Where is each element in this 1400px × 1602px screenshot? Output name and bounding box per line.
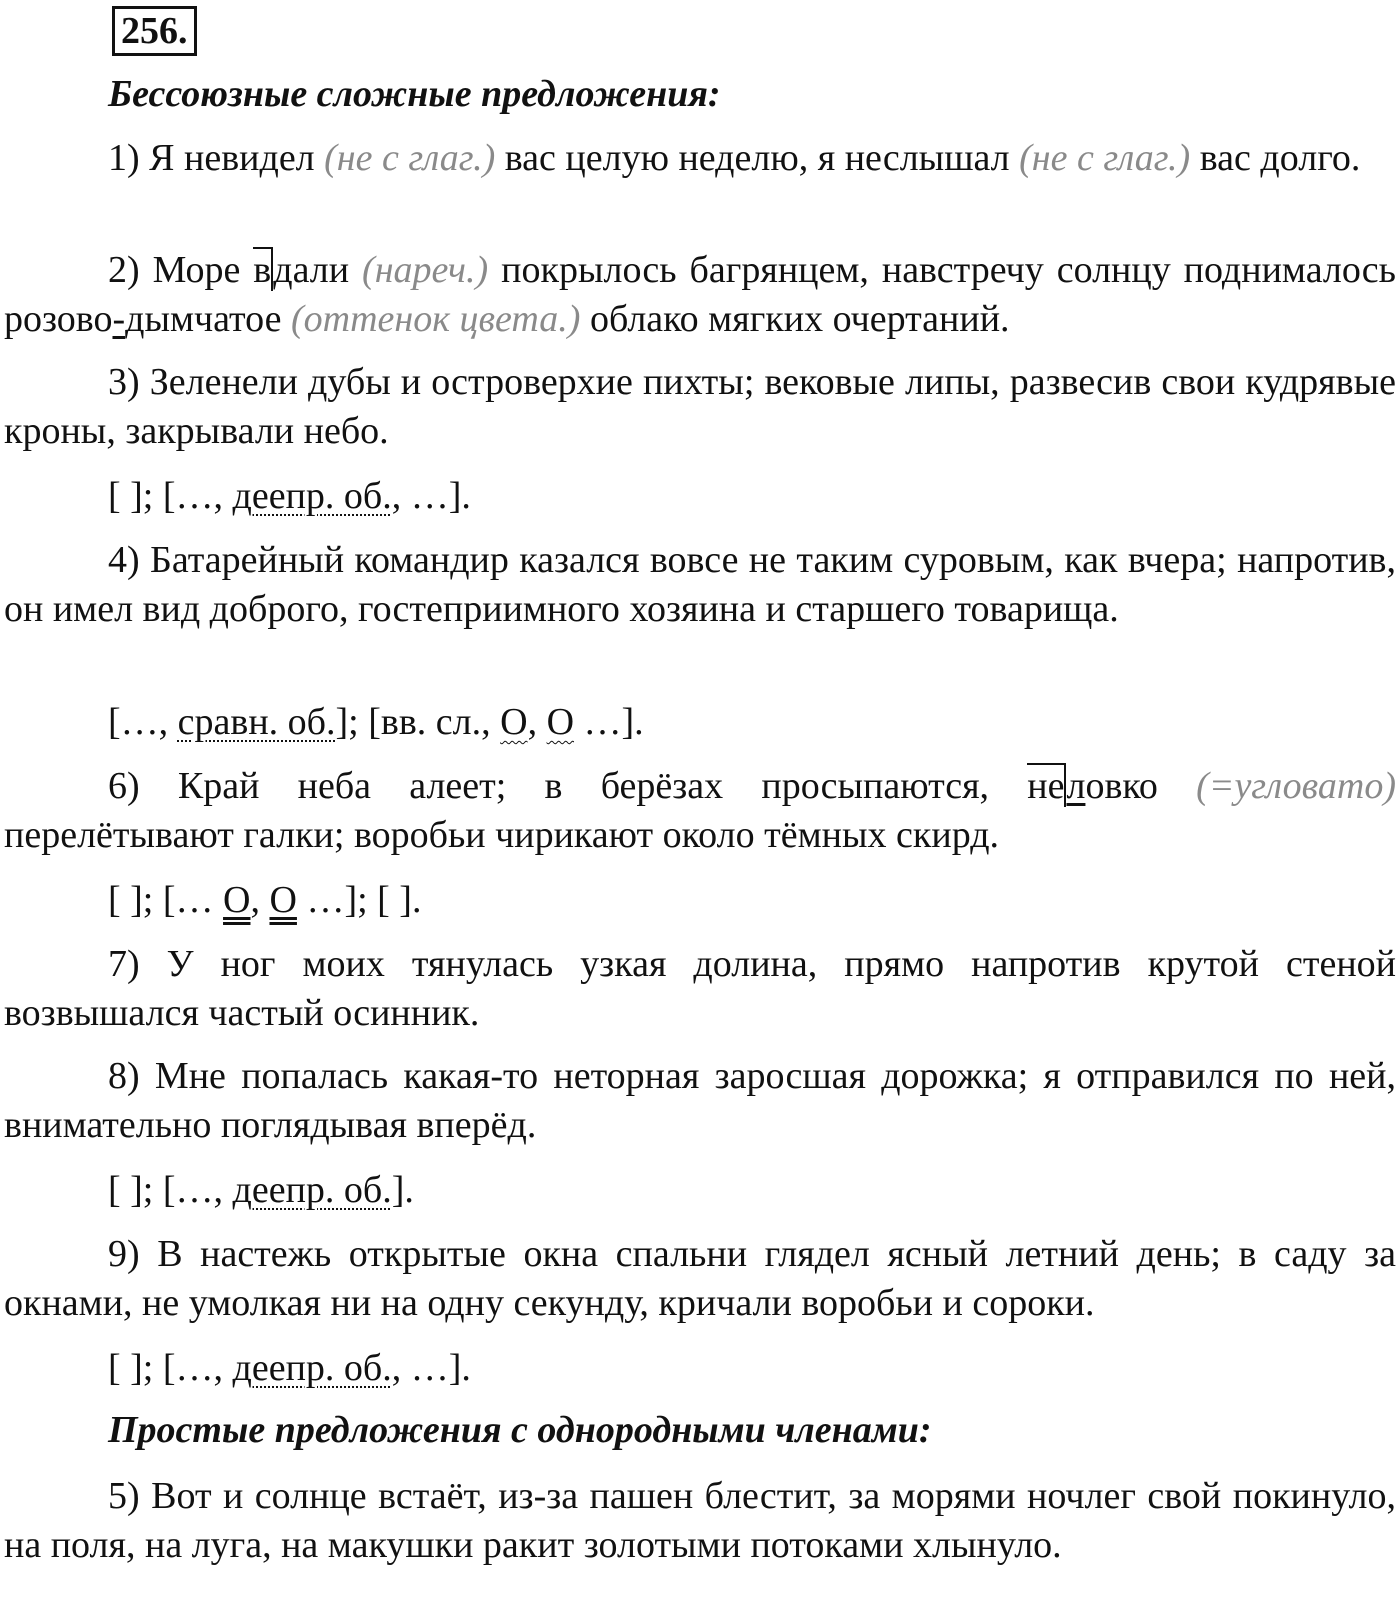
sentence-2: 2) Море вдали (нареч.) покрылось багрянцем, навстречу солнцу поднималось розово-дымчатое (оттенок цвета.) облако мягких очертаний. — [4, 249, 1397, 340]
annotation: (не с глаг.) — [324, 137, 496, 179]
scheme-6: [ ]; [… О, О …]; [ ]. — [108, 879, 422, 921]
sentence-5: 5) Вот и солнце встаёт, из-за пашен блестит, за морями ночлег свой покинуло, на поля, на луга, на макушки ракит золотыми потоками хлынуло. — [4, 1475, 1396, 1566]
participle-phrase-mark: деепр. об. — [232, 1169, 392, 1211]
homogeneous-member: О — [500, 701, 528, 743]
annotation: (нареч.) — [362, 249, 489, 291]
scheme-4: […, сравн. об.]; [вв. сл., О, О …]. — [108, 701, 644, 743]
scheme-3: [ ]; […, деепр. об., …]. — [108, 475, 471, 517]
heading-homogeneous: Простые предложения с однородными членами: — [108, 1409, 932, 1451]
scheme-8: [ ]; […, деепр. об.]. — [108, 1169, 414, 1211]
root-mark: л — [1066, 765, 1086, 807]
comparison-phrase-mark: сравн. об. — [177, 701, 336, 743]
homogeneous-member: О — [223, 879, 251, 921]
participle-phrase-mark: деепр. об. — [232, 475, 392, 517]
hyphen-mark: - — [112, 298, 126, 340]
annotation: (не с глаг.) — [1019, 137, 1191, 179]
sentence-8: 8) Мне попалась какая-то неторная заросшая дорожка; я отправился по ней, внимательно поглядывая вперёд. — [4, 1055, 1396, 1146]
sentence-1: 1) Я невидел (не с глаг.) вас целую неделю, я неслышал (не с глаг.) вас долго. — [108, 137, 1361, 179]
sentence-4: 4) Батарейный командир казался вовсе не таким суровым, как вчера; напротив, он имел вид доброго, гостеприимного хозяина и старшего товарища. — [4, 539, 1396, 630]
annotation: (оттенок цвета.) — [290, 298, 581, 340]
sentence-7: 7) У ног моих тянулась узкая долина, прямо напротив крутой стеной возвышался частый осинник. — [4, 943, 1396, 1034]
homogeneous-member: О — [546, 701, 575, 743]
homogeneous-member: О — [269, 879, 297, 921]
heading-asyndetic: Бессоюзные сложные предложения: — [108, 73, 721, 115]
root-mark: д — [273, 249, 293, 291]
prefix-mark: не — [1027, 765, 1065, 807]
annotation: (=угловато) — [1196, 765, 1396, 807]
sentence-3: 3) Зеленели дубы и островерхие пихты; вековые липы, развесив свои кудрявые кроны, закрывали небо. — [4, 361, 1396, 452]
sentence-9: 9) В настежь открытые окна спальни глядел ясный летний день; в саду за окнами, не умолкая ни на одну секунду, кричали воробьи и сороки. — [4, 1233, 1396, 1324]
participle-phrase-mark: деепр. об. — [232, 1347, 392, 1389]
scheme-9: [ ]; […, деепр. об., …]. — [108, 1347, 471, 1389]
exercise-number: 256. — [112, 6, 197, 56]
prefix-mark: в — [253, 249, 272, 291]
sentence-6: 6) Край неба алеет; в берёзах просыпаются, неловко (=угловато) перелётывают галки; воробьи чирикают около тёмных скирд. — [4, 765, 1396, 856]
